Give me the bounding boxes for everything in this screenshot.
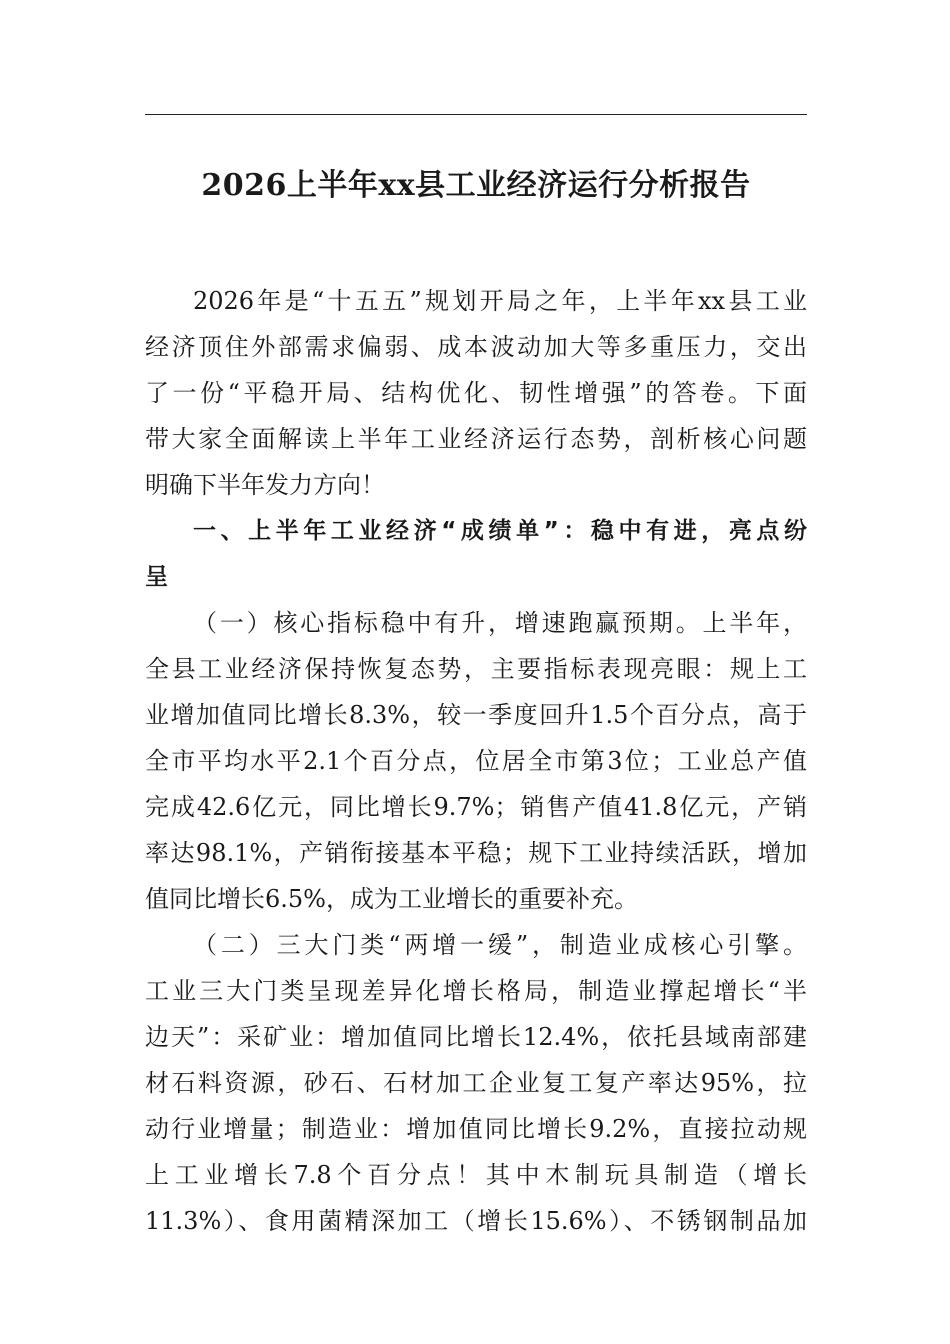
paragraph-line: 率达98.1%，产销衔接基本平稳；规下工业持续活跃，增加	[145, 839, 807, 867]
document-body	[145, 278, 807, 1244]
paragraph-line: 工业三大门类呈现差异化增长格局，制造业撑起增长“半	[145, 977, 807, 1005]
paragraph-line: （二）三大门类“两增一缓”，制造业成核心引擎。	[193, 931, 807, 959]
paragraph-line: 全市平均水平2.1个百分点，位居全市第3位；工业总产值	[145, 747, 807, 775]
paragraph-line: 材石料资源，砂石、石材加工企业复工复产率达95%，拉	[145, 1069, 807, 1097]
paragraph-line: 值同比增长6.5%，成为工业增长的重要补充。	[145, 885, 638, 913]
paragraph-line: 动行业增量；制造业：增加值同比增长9.2%，直接拉动规	[145, 1115, 807, 1143]
paragraph-line: 带大家全面解读上半年工业经济运行态势，剖析核心问题	[145, 425, 807, 453]
paragraph-line: 经济顶住外部需求偏弱、成本波动加大等多重压力，交出	[145, 333, 807, 361]
paragraph-line: 明确下半年发力方向！	[145, 471, 385, 499]
paragraph-line: 全县工业经济保持恢复态势，主要指标表现亮眼：规上工	[145, 655, 807, 683]
paragraph-line: 业增加值同比增长8.3%，较一季度回升1.5个百分点，高于	[145, 701, 807, 729]
paragraph-line: （一）核心指标稳中有升，增速跑赢预期。上半年，	[193, 609, 807, 637]
section-heading: 一、上半年工业经济“成绩单”：稳中有进，亮点纷	[193, 518, 807, 544]
paragraph-line: 边天”：采矿业：增加值同比增长12.4%，依托县域南部建	[145, 1023, 807, 1051]
paragraph-line: 完成42.6亿元，同比增长9.7%；销售产值41.8亿元，产销	[145, 793, 807, 821]
section-heading: 呈	[145, 564, 168, 590]
paragraph-line: 11.3%）、食用菌精深加工（增长15.6%）、不锈钢制品加	[145, 1207, 807, 1235]
paragraph-line: 了一份“平稳开局、结构优化、韧性增强”的答卷。下面	[145, 379, 807, 407]
document-title: 2026上半年xx县工业经济运行分析报告	[201, 168, 751, 203]
paragraph-line: 2026年是“十五五”规划开局之年，上半年xx县工业	[193, 287, 807, 315]
header-rule	[145, 114, 807, 115]
paragraph-line: 上工业增长7.8个百分点！其中木制玩具制造（增长	[145, 1161, 807, 1189]
